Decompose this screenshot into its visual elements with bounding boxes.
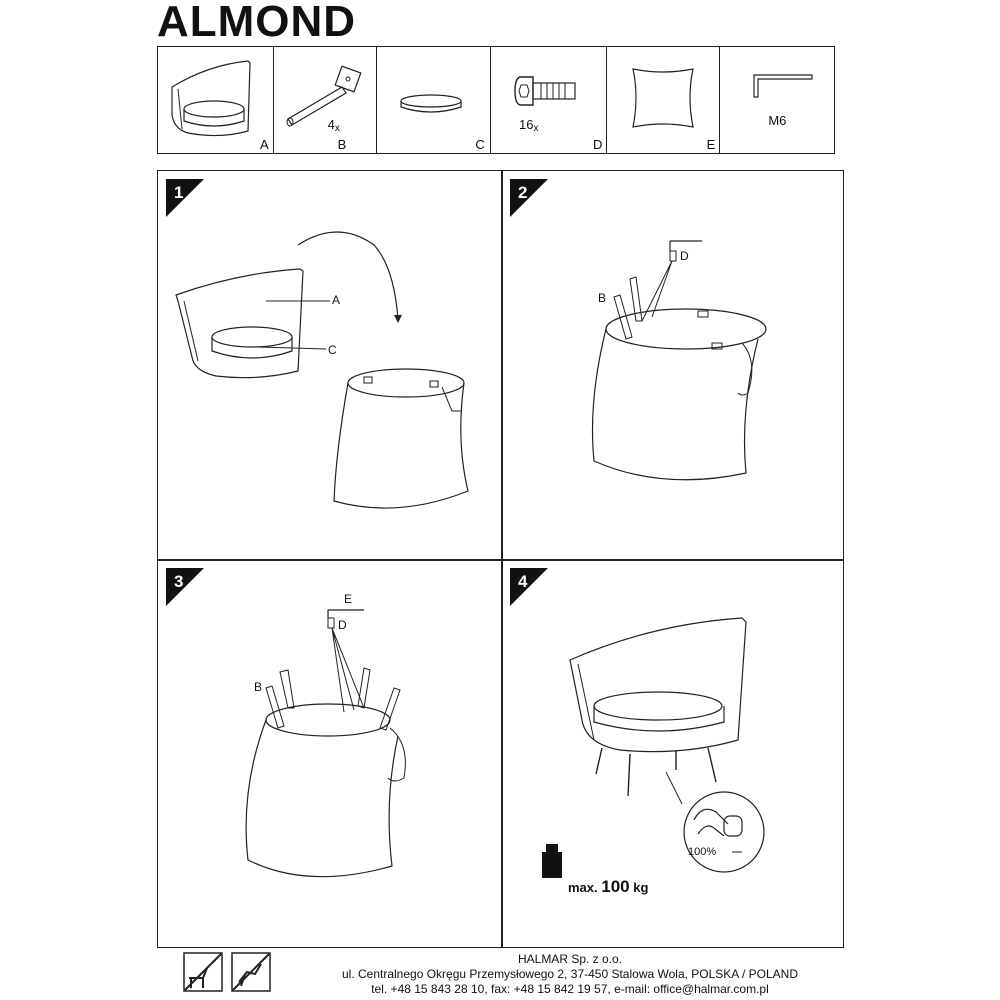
part-c [377, 47, 491, 153]
assembly-steps [157, 170, 844, 948]
part-b-quantity-value: 4 [327, 117, 335, 132]
pad-icon [607, 47, 721, 153]
part-m6 [720, 47, 834, 153]
step-3-illustration [158, 560, 501, 949]
company-contact: tel. +48 15 843 28 10, fax: +48 15 842 19 57, e-mail: office@halmar.com.pl [371, 982, 769, 996]
callout-b: B [598, 291, 607, 305]
max-load-value: 100 [601, 877, 630, 896]
max-load [568, 877, 648, 897]
step-number-label: 2 [518, 183, 528, 202]
step-1-illustration [158, 171, 501, 559]
footer [0, 952, 1000, 997]
bolt-icon [491, 47, 607, 153]
part-e-label: E [706, 137, 716, 152]
step-2 [502, 171, 845, 559]
part-a-label: A [260, 137, 269, 152]
max-load-unit: kg [633, 880, 649, 895]
callout-b: B [254, 680, 263, 694]
part-d-quantity-value: 16 [519, 117, 534, 132]
callout-c: C [328, 343, 337, 357]
part-b-quantity [328, 117, 340, 134]
step-number-label: 3 [174, 572, 184, 591]
leg-icon [274, 47, 378, 153]
step-number-label: 1 [174, 183, 184, 202]
callout-percentage: 100% [688, 846, 717, 858]
part-b-quantity-unit: x [334, 123, 340, 134]
part-d-quantity-unit: x [533, 123, 539, 134]
part-d-label: D [593, 137, 603, 152]
step-1 [158, 171, 501, 559]
step-number-label: 4 [518, 572, 528, 591]
callout-d: D [680, 249, 689, 263]
step-4-illustration [502, 560, 845, 949]
step-2-illustration [502, 171, 845, 559]
company-address: ul. Centralnego Okręgu Przemysłowego 2, 37-450 Stalowa Wola, POLSKA / POLAND [341, 967, 798, 981]
parts-table [157, 46, 835, 154]
part-b [274, 47, 378, 153]
company-name: HALMAR Sp. z o.o. [517, 952, 623, 966]
callout-a: A [332, 293, 341, 307]
part-d [491, 47, 607, 153]
max-load-label: max. [568, 880, 598, 895]
part-a [158, 47, 274, 153]
product-title: ALMOND [157, 0, 357, 46]
callout-e: E [344, 592, 353, 606]
chair-shell-icon [158, 47, 274, 153]
callout-d: D [338, 618, 347, 632]
part-d-quantity [519, 117, 538, 134]
part-e [607, 47, 721, 153]
step-4 [502, 560, 845, 949]
part-m6-label: M6 [768, 113, 787, 128]
allen-key-icon [720, 47, 834, 153]
part-b-label: B [337, 137, 347, 152]
step-3 [158, 560, 501, 949]
seat-cushion-icon [377, 47, 491, 153]
part-c-label: C [475, 137, 485, 152]
